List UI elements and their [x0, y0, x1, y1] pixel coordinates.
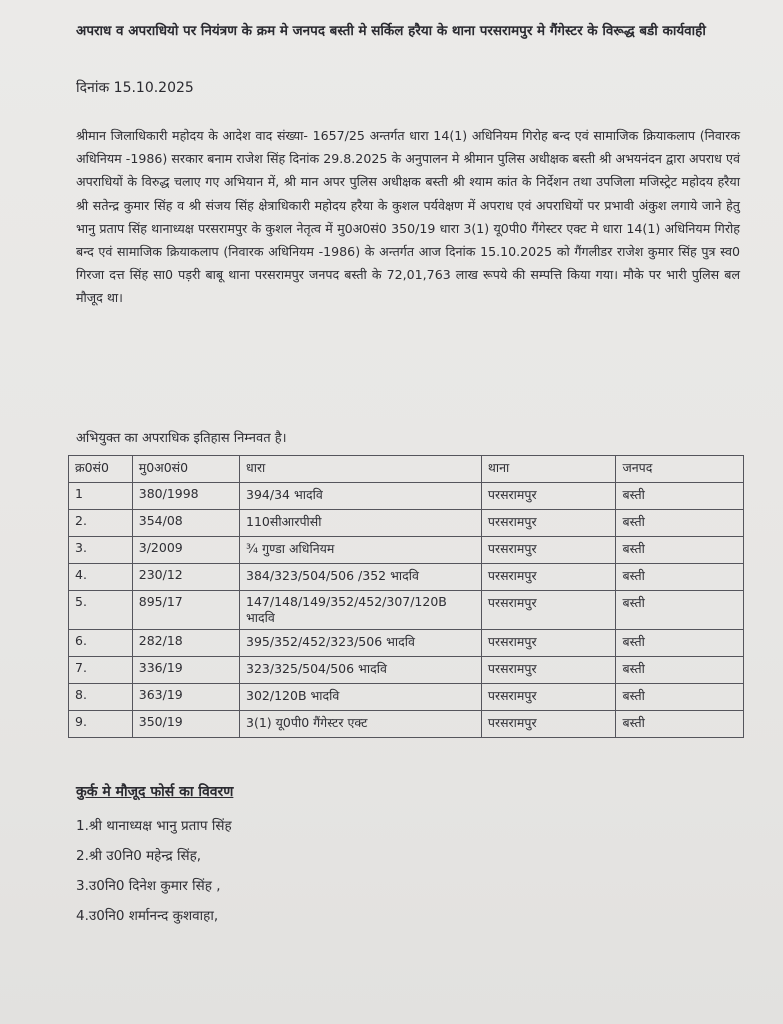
cell-serial: 5. — [69, 591, 133, 630]
cell-district: बस्ती — [616, 591, 744, 630]
cell-police-station: परसरामपुर — [481, 711, 616, 738]
cell-section: 147/148/149/352/452/307/120B भादवि — [240, 591, 482, 630]
table-row — [69, 684, 744, 711]
cell-case-number: 354/08 — [132, 510, 239, 537]
cell-district: बस्ती — [616, 657, 744, 684]
table-row — [69, 564, 744, 591]
header-case-number: मु0अ0सं0 — [132, 456, 239, 483]
table-row — [69, 483, 744, 510]
cell-serial: 3. — [69, 537, 133, 564]
cell-case-number: 230/12 — [132, 564, 239, 591]
cell-section: ¾ गुण्डा अधिनियम — [240, 537, 482, 564]
cell-district: बस्ती — [616, 630, 744, 657]
criminal-history-table — [68, 455, 744, 738]
table-row — [69, 510, 744, 537]
header-section: धारा — [240, 456, 482, 483]
cell-police-station: परसरामपुर — [481, 657, 616, 684]
cell-case-number: 282/18 — [132, 630, 239, 657]
document-date: दिनांक 15.10.2025 — [76, 80, 194, 96]
cell-serial: 1 — [69, 483, 133, 510]
table-row — [69, 630, 744, 657]
cell-section: 394/34 भादवि — [240, 483, 482, 510]
cell-police-station: परसरामपुर — [481, 510, 616, 537]
cell-serial: 2. — [69, 510, 133, 537]
cell-district: बस्ती — [616, 711, 744, 738]
cell-serial: 6. — [69, 630, 133, 657]
cell-police-station: परसरामपुर — [481, 537, 616, 564]
cell-police-station: परसरामपुर — [481, 630, 616, 657]
document-body: श्रीमान जिलाधिकारी महोदय के आदेश वाद संख्या- 1657/25 अन्तर्गत धारा 14(1) अधिनियम गिरोह बन्द एवं सामाजिक क्रियाकलाप (निवारक अधिनियम -1986) सरकार बनाम राजेश सिंह दिनांक 29.8.2025 के अनुपालन मे श्रीमान पुलिस अधीक्षक बस्ती श्री अभयनंदन द्वारा अपराध एवं अपराधियों के विरुद्ध चलाए गए अभियान में, श्री मान अपर पुलिस अधीक्षक बस्ती श्री श्याम कांत के निर्देशन तथा उपजिला मजिस्ट्रेट महोदय हरैया श्री सतेन्द्र कुमार सिंह व श्री संजय सिंह क्षेत्राधिकारी महोदय हरैया के कुशल पर्यवेक्षण में अपराध एवं अपराधियों पर प्रभावी अंकुश लगाये जाने हेतु भानु प्रताप सिंह थानाध्यक्ष परसरामपुर के कुशल नेतृत्व में मु0अ0सं0 350/19 धारा 3(1) यू0पी0 गैंगेस्टर एक्ट मे धारा 14(1) अधिनियम गिरोह बन्द एवं सामाजिक क्रियाकलाप (निवारक अधिनियम -1986) के अन्तर्गत आज दिनांक 15.10.2025 को गैंगलीडर राजेश कुमार सिंह पुत्र स्व0 गिरजा दत्त सिंह सा0 पड़री बाबू थाना परसरामपुर जनपद बस्ती के 72,01,763 लाख रूपये की सम्पत्ति किया गया। मौके पर भारी पुलिस बल मौजूद था। — [76, 128, 740, 306]
cell-section: 110सीआरपीसी — [240, 510, 482, 537]
cell-serial: 4. — [69, 564, 133, 591]
table-row — [69, 657, 744, 684]
list-item: 2.श्री उ0नि0 महेन्द्र सिंह, — [76, 848, 202, 864]
cell-section: 384/323/504/506 /352 भादवि — [240, 564, 482, 591]
table-caption: अभियुक्त का अपराधिक इतिहास निम्नवत है। — [76, 431, 287, 446]
cell-case-number: 3/2009 — [132, 537, 239, 564]
header-serial: क्र0सं0 — [69, 456, 133, 483]
cell-case-number: 380/1998 — [132, 483, 239, 510]
cell-case-number: 363/19 — [132, 684, 239, 711]
cell-section: 395/352/452/323/506 भादवि — [240, 630, 482, 657]
cell-police-station: परसरामपुर — [481, 591, 616, 630]
force-details-heading: कुर्क मे मौजूद फोर्स का विवरण — [76, 784, 234, 800]
table-row — [69, 537, 744, 564]
cell-district: बस्ती — [616, 510, 744, 537]
list-item: 1.श्री थानाध्यक्ष भानु प्रताप सिंह — [76, 818, 232, 834]
cell-district: बस्ती — [616, 537, 744, 564]
document-heading: अपराध व अपराधियो पर नियंत्रण के क्रम मे जनपद बस्ती मे सर्किल हरैया के थाना परसरामपुर मे गैंगेस्टर के विरूद्ध बडी कार्यवाही — [76, 23, 706, 39]
cell-district: बस्ती — [616, 483, 744, 510]
cell-district: बस्ती — [616, 684, 744, 711]
cell-serial: 7. — [69, 657, 133, 684]
force-details-list — [76, 818, 232, 938]
table-row — [69, 711, 744, 738]
cell-serial: 9. — [69, 711, 133, 738]
cell-police-station: परसरामपुर — [481, 483, 616, 510]
cell-district: बस्ती — [616, 564, 744, 591]
cell-section: 323/325/504/506 भादवि — [240, 657, 482, 684]
cell-section: 302/120B भादवि — [240, 684, 482, 711]
cell-case-number: 350/19 — [132, 711, 239, 738]
header-district: जनपद — [616, 456, 744, 483]
header-police-station: थाना — [481, 456, 616, 483]
list-item: 4.उ0नि0 शर्मानन्द कुशवाहा, — [76, 908, 219, 924]
table-row — [69, 591, 744, 630]
cell-section: 3(1) यू0पी0 गैंगेस्टर एक्ट — [240, 711, 482, 738]
list-item: 3.उ0नि0 दिनेश कुमार सिंह , — [76, 878, 221, 894]
cell-police-station: परसरामपुर — [481, 684, 616, 711]
cell-case-number: 895/17 — [132, 591, 239, 630]
table-header-row — [69, 456, 744, 483]
cell-serial: 8. — [69, 684, 133, 711]
cell-police-station: परसरामपुर — [481, 564, 616, 591]
cell-case-number: 336/19 — [132, 657, 239, 684]
